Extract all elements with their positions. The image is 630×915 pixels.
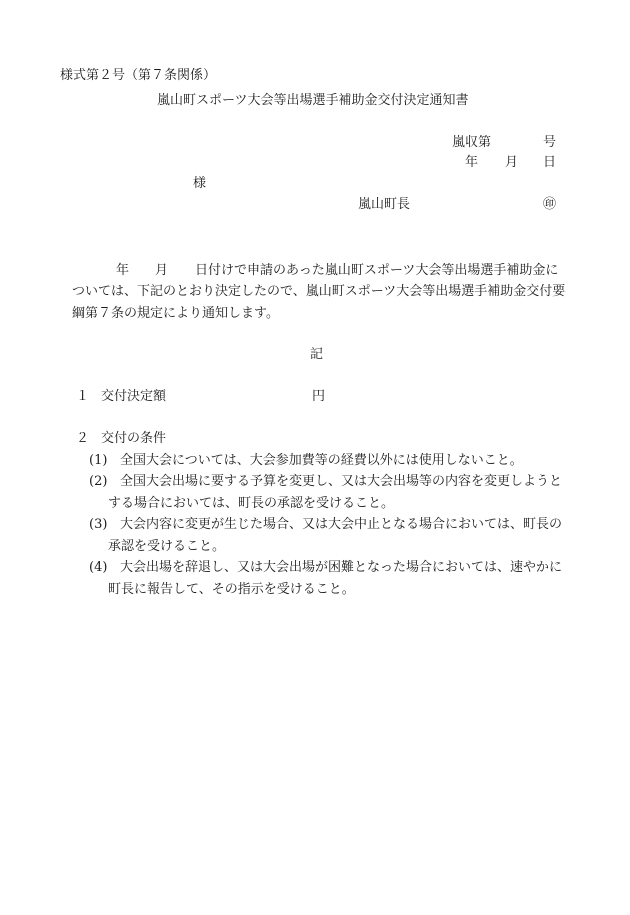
reference-suffix: 号	[543, 135, 557, 150]
condition-number: (1)	[89, 453, 108, 468]
item-number: １	[76, 389, 90, 404]
date-day: 日	[543, 155, 557, 170]
condition-number: (2)	[89, 474, 108, 489]
condition-text-continued: 町長に報告して、その指示を受けること。	[108, 582, 355, 597]
condition-text: 全国大会については、大会参加費等の経費以外には使用しないこと。	[120, 453, 523, 468]
addressee-suffix: 様	[193, 176, 207, 191]
item-label: 交付の条件	[101, 431, 167, 446]
body-month: 月	[155, 263, 169, 278]
condition-text: 大会内容に変更が生じた場合、又は大会中止となる場合においては、町長の	[120, 517, 563, 532]
item-number: ２	[76, 431, 90, 446]
condition-text-continued: 承認を受けること。	[108, 539, 226, 554]
item-label: 交付決定額	[101, 389, 167, 404]
body-line3: 綱第７条の規定により通知します。	[72, 306, 279, 321]
condition-text-continued: する場合においては、町長の承認を受けること。	[108, 496, 395, 511]
form-label: 様式第２号（第７条関係）	[60, 68, 217, 83]
condition-number: (3)	[89, 517, 108, 532]
date-month: 月	[505, 155, 519, 170]
body-line2: ついては、下記のとおり決定したので、嵐山町スポーツ大会等出場選手補助金交付要	[72, 284, 566, 299]
reference-prefix: 嵐収第	[452, 135, 492, 150]
date-year: 年	[465, 155, 479, 170]
condition-text: 全国大会出場に要する予算を変更し、又は大会出場等の内容を変更しようと	[120, 474, 563, 489]
body-line1: 日付けで申請のあった嵐山町スポーツ大会等出場選手補助金に	[195, 263, 559, 278]
document-title: 嵐山町スポーツ大会等出場選手補助金交付決定通知書	[157, 93, 469, 108]
condition-text: 大会出場を辞退し、又は大会出場が困難となった場合においては、速やかに	[120, 560, 563, 575]
issuer-name: 嵐山町長	[358, 197, 411, 212]
condition-number: (4)	[89, 560, 108, 575]
seal-mark: ㊞	[543, 197, 557, 212]
body-year: 年	[116, 263, 130, 278]
ki-heading: 記	[310, 347, 324, 362]
amount-unit: 円	[312, 389, 326, 404]
